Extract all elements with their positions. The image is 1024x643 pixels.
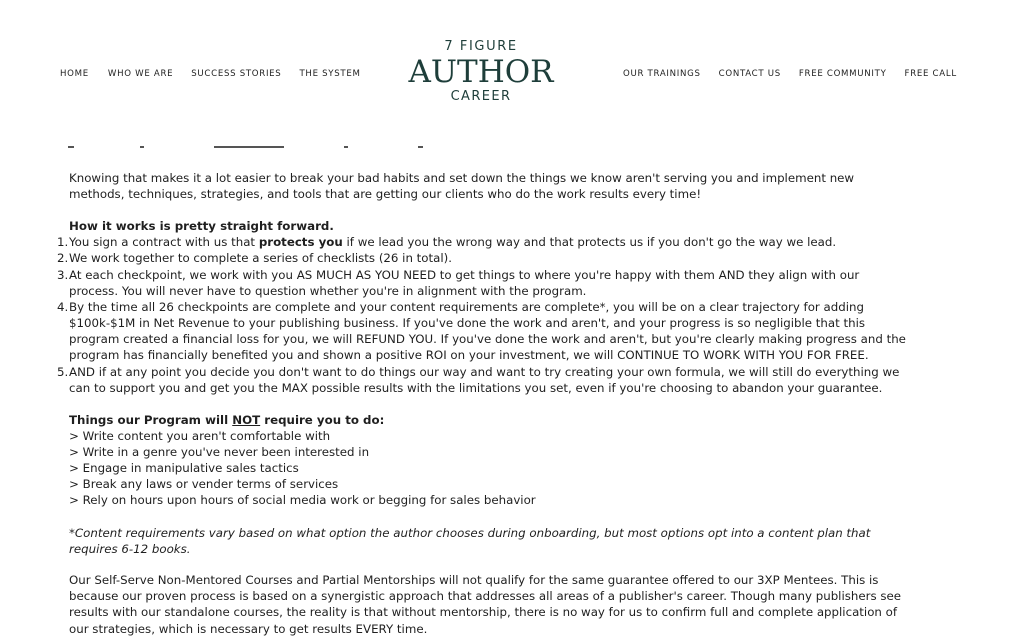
heading-underlined: NOT (232, 413, 261, 427)
self-serve-line: Our Self-Serve Non-Mentored Courses and Partial Mentorships will not qualify for the same guarantee offered to our 3XP Mentees. This is (69, 573, 879, 587)
list-item: We work together to complete a series of checklists (26 in total). (69, 251, 453, 265)
list-item-text: if we lead you the wrong way and that protects us if you don't go the way we lead. (342, 235, 837, 249)
list-item-line: program has financially benefited you and shown a positive ROI on your investment, we will CONTINUE TO WORK WITH YOU FOR FREE. (69, 348, 869, 362)
footnote-line (69, 525, 909, 541)
list-item-line: $100k-$1M in Net Revenue to your publishing business. If you've done the work and aren't, and your progress is so negligible that this (69, 316, 866, 330)
heading-text: require you to do: (260, 413, 385, 427)
footnote-text: Content requirements vary based on what option the author chooses during onboarding, but most options opt into a content plan that (74, 526, 871, 540)
list-item-line: program created a financial loss for you, we will REFUND YOU. If you've done the work and aren't, but you're clearly making progress and the (69, 332, 906, 346)
nav-right (623, 69, 957, 79)
list-item-text: You sign a contract with us that (69, 235, 259, 249)
site-header (0, 0, 1024, 140)
list-number: 5. (57, 365, 69, 379)
nav-the-system-link[interactable]: THE SYSTEM (299, 69, 361, 79)
intro-line: methods, techniques, strategies, and tools that are getting our clients who do the work results every time! (69, 187, 702, 201)
nav-our-trainings-link[interactable]: OUR TRAININGS (623, 69, 701, 79)
not-required-item: > Write in a genre you've never been interested in (69, 445, 370, 459)
nav-contact-us-link[interactable]: CONTACT US (718, 69, 781, 79)
not-required-item: > Write content you aren't comfortable with (69, 429, 331, 443)
nav-who-we-are-link[interactable]: WHO WE ARE (107, 69, 174, 79)
list-number: 2. (57, 251, 69, 265)
not-required-heading (69, 412, 909, 428)
list-item-line: By the time all 26 checkpoints are complete and your content requirements are complete*, you will be on a clear trajectory for adding (69, 300, 864, 314)
list-item-line: process. You will never have to question whether you're in alignment with the program. (69, 284, 587, 298)
self-serve-line: our strategies, which is necessary to get results EVERY time. (69, 622, 428, 636)
logo-bottom-text: CAREER (450, 89, 512, 104)
heading-text: Things our Program will (69, 413, 233, 427)
clipped-text-fragment (214, 146, 284, 148)
how-it-works-heading: How it works is pretty straight forward. (69, 219, 334, 233)
list-item (69, 234, 909, 250)
nav-left (60, 69, 361, 79)
list-item-line: At each checkpoint, we work with you AS MUCH AS YOU NEED to get things to where you're happy with them AND they align with our (69, 268, 860, 282)
list-item-line: AND if at any point you decide you don't want to do things our way and want to try creating your own formula, we will still do everything we (69, 365, 900, 379)
intro-line: Knowing that makes it a lot easier to break your bad habits and set down the things we know aren't serving you and implement new (69, 171, 855, 185)
list-item-line: can to support you and get you the MAX possible results with the limitations you set, even if you're choosing to abandon your guarantee. (69, 381, 883, 395)
nav-home-link[interactable]: HOME (60, 69, 89, 79)
nav-free-call-link[interactable]: FREE CALL (904, 69, 957, 79)
self-serve-line: results with our standalone courses, the reality is that without mentorship, there is no way for us to confirm full and complete application of (69, 605, 898, 619)
clipped-text-fragment (418, 146, 423, 148)
list-item-emphasis: protects you (258, 235, 343, 249)
not-required-item: > Break any laws or vender terms of services (69, 477, 339, 491)
not-required-item: > Rely on hours upon hours of social media work or begging for sales behavior (69, 493, 536, 507)
clipped-text-fragment (68, 146, 74, 148)
logo-top-text: 7 FIGURE (444, 39, 518, 54)
clipped-text-fragment (140, 146, 144, 148)
footnote-star: * (69, 526, 75, 540)
self-serve-line: because our proven process is based on a synergistic approach that addresses all areas of a publisher's career. Though many publishers see (69, 589, 902, 603)
list-number: 1. (57, 235, 69, 249)
not-required-item: > Engage in manipulative sales tactics (69, 461, 299, 475)
footnote-line: requires 6-12 books. (69, 542, 191, 556)
logo-main-text: AUTHOR (408, 54, 554, 90)
nav-free-community-link[interactable]: FREE COMMUNITY (798, 69, 887, 79)
list-number: 3. (57, 268, 69, 282)
nav-success-stories-link[interactable]: SUCCESS STORIES (191, 69, 282, 79)
clipped-text-line (68, 140, 488, 154)
list-number: 4. (57, 300, 69, 314)
site-logo[interactable] (400, 38, 562, 106)
clipped-text-fragment (344, 146, 348, 148)
